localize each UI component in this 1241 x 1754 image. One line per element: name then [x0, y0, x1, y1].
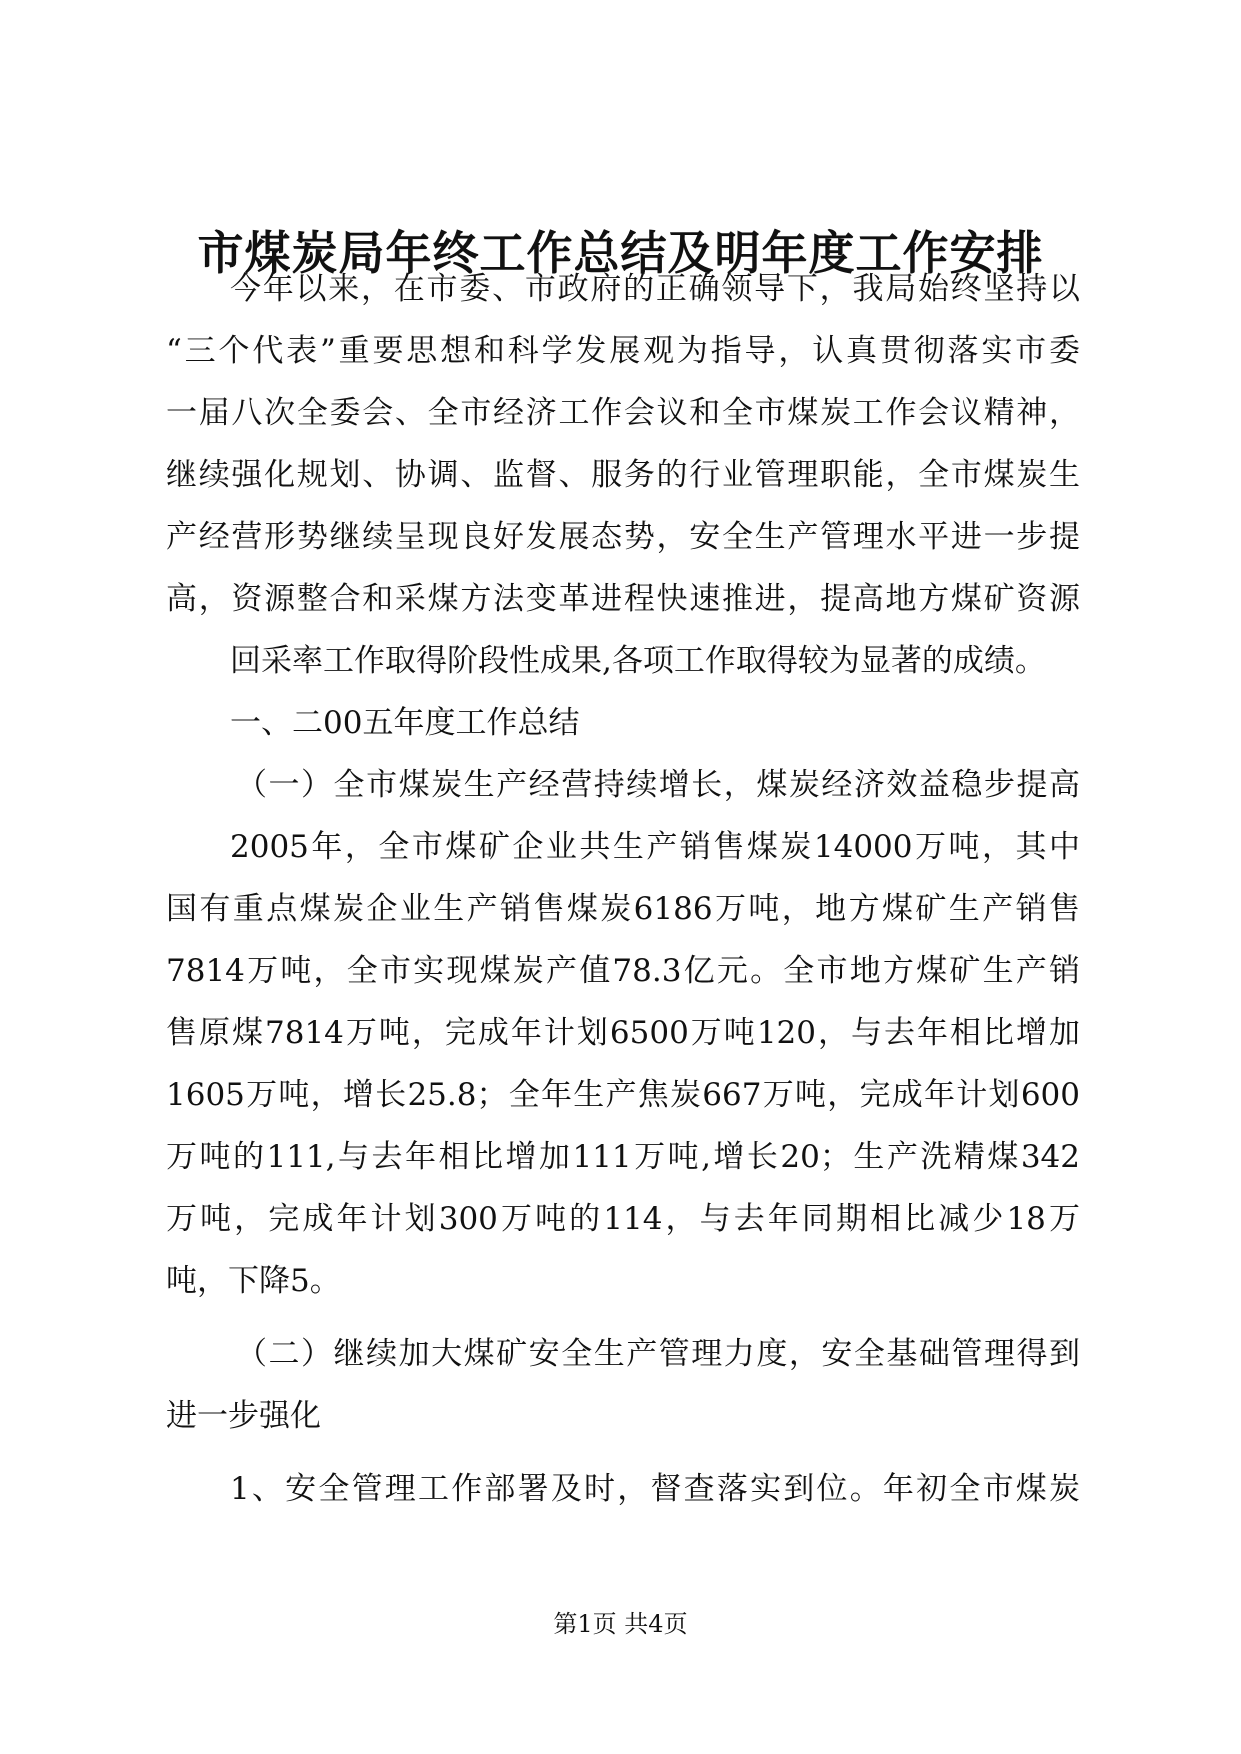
body-line: 产经营形势继续呈现良好发展态势，安全生产管理水平进一步提 [166, 519, 1080, 555]
body-line: 1、安全管理工作部署及时，督查落实到位。年初全市煤炭 [230, 1471, 1080, 1507]
body-line: 万吨的111,与去年相比增加111万吨,增长20；生产洗精煤342 [166, 1139, 1080, 1175]
body-line: 国有重点煤炭企业生产销售煤炭6186万吨，地方煤矿生产销售 [166, 891, 1080, 927]
body-line: 7814万吨，全市实现煤炭产值78.3亿元。全市地方煤矿生产销 [166, 953, 1080, 989]
body-line: 2005年，全市煤矿企业共生产销售煤炭14000万吨，其中 [230, 829, 1080, 865]
body-line: 1605万吨，增长25.8；全年生产焦炭667万吨，完成年计划600 [166, 1077, 1080, 1113]
body-line: 高，资源整合和采煤方法变革进程快速推进，提高地方煤矿资源 [166, 581, 1080, 617]
section-heading: 一、二00五年度工作总结 [230, 705, 580, 741]
body-line: 吨，下降5。 [166, 1263, 341, 1299]
body-line: 回采率工作取得阶段性成果,各项工作取得较为显著的成绩。 [230, 643, 1046, 679]
page-indicator: 第1页 共4页 [553, 1610, 688, 1638]
body-line: “三个代表”重要思想和科学发展观为指导，认真贯彻落实市委 [166, 333, 1080, 369]
subsection-heading-continued: 进一步强化 [166, 1398, 321, 1434]
body-line: 万吨，完成年计划300万吨的114，与去年同期相比减少18万 [166, 1201, 1080, 1237]
body-line: 一届八次全委会、全市经济工作会议和全市煤炭工作会议精神， [166, 395, 1080, 431]
subsection-heading: （一）全市煤炭生产经营持续增长，煤炭经济效益稳步提高 [236, 767, 1080, 803]
body-line: 继续强化规划、协调、监督、服务的行业管理职能，全市煤炭生 [166, 457, 1080, 493]
body-line: 今年以来，在市委、市政府的正确领导下，我局始终坚持以 [230, 271, 1080, 307]
subsection-heading: （二）继续加大煤矿安全生产管理力度，安全基础管理得到 [236, 1336, 1080, 1372]
document-title: 市煤炭局年终工作总结及明年度工作安排 [197, 226, 1044, 280]
body-line: 售原煤7814万吨，完成年计划6500万吨120，与去年相比增加 [166, 1015, 1080, 1051]
